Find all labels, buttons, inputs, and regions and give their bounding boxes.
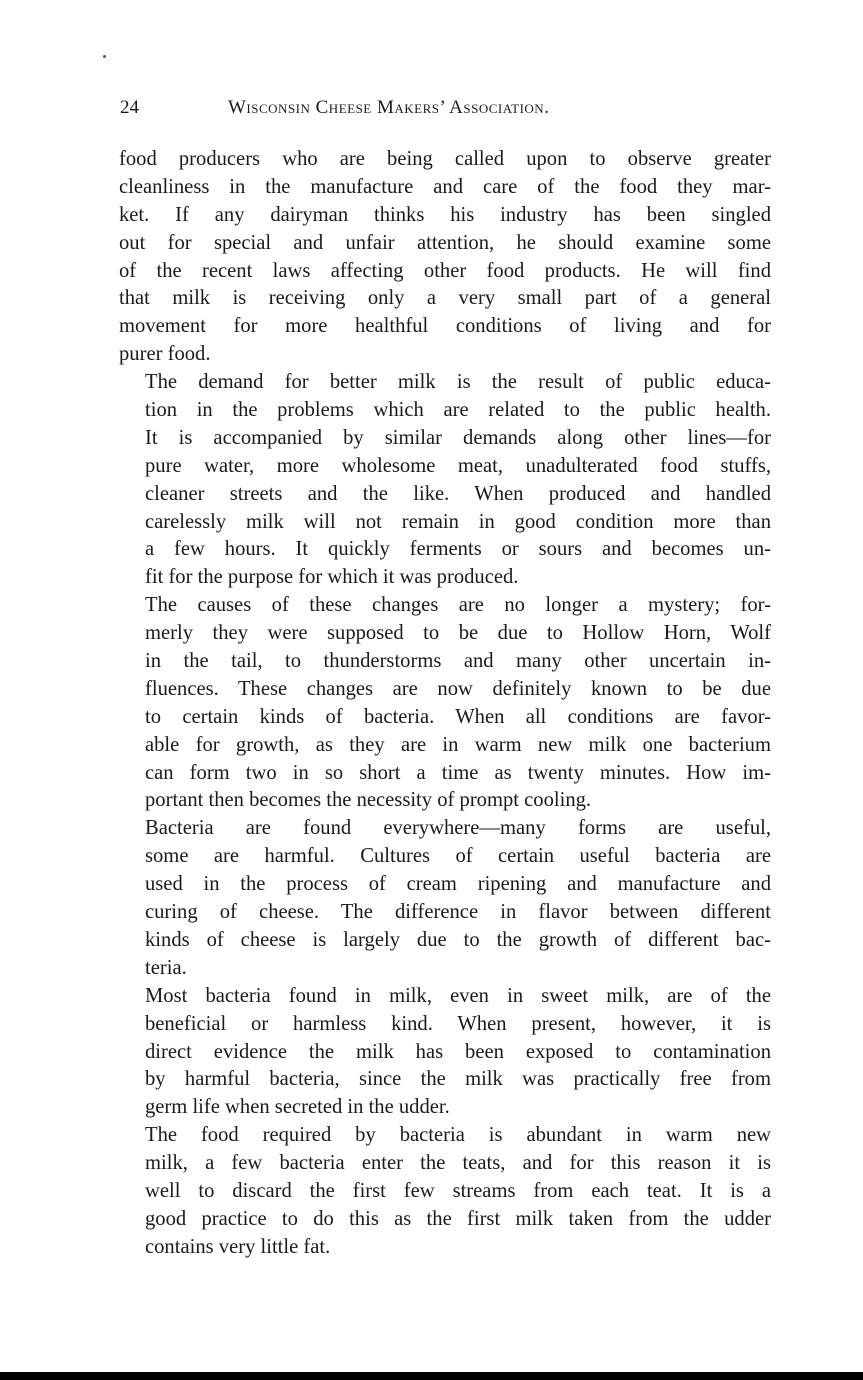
text-line: The causes of these changes are no longer a mystery; for-	[145, 594, 771, 617]
print-speck	[103, 55, 106, 58]
text-line: a few hours. It quickly ferments or sours and becomes un-	[145, 538, 771, 561]
text-line: contains very little fat.	[145, 1235, 331, 1258]
text-line: food producers who are being called upon to observe greater	[119, 148, 771, 170]
text-line: tion in the problems which are related to the public health.	[145, 399, 771, 422]
text-line: can form two in so short a time as twenty minutes. How im-	[145, 761, 771, 784]
text-line: cleaner streets and the like. When produced and handled	[145, 482, 771, 505]
text-line: curing of cheese. The difference in flavor between different	[145, 901, 771, 924]
text-line: movement for more healthful conditions of living and for	[119, 315, 771, 338]
text-line: ket. If any dairyman thinks his industry has been singled	[119, 203, 771, 226]
text-line: portant then becomes the necessity of prompt cooling.	[145, 789, 592, 812]
paragraph	[119, 369, 771, 592]
text-line: It is accompanied by similar demands along other lines—for	[145, 426, 771, 449]
text-line: kinds of cheese is largely due to the growth of different bac-	[145, 928, 771, 951]
text-line: The food required by bacteria is abundant in warm new	[145, 1124, 771, 1147]
text-line: well to discard the first few streams from each teat. It is a	[145, 1179, 771, 1202]
text-line: out for special and unfair attention, he should examine some	[119, 231, 771, 254]
text-line: milk, a few bacteria enter the teats, and for this reason it is	[145, 1152, 771, 1175]
text-line: Bacteria are found everywhere—many forms are useful,	[145, 817, 771, 840]
text-line: The demand for better milk is the result of public educa-	[145, 371, 771, 394]
text-line: cleanliness in the manufacture and care of the food they mar-	[119, 175, 771, 198]
text-line: able for growth, as they are in warm new milk one bacterium	[145, 733, 771, 756]
text-line: germ life when secreted in the udder.	[145, 1096, 450, 1119]
paragraph	[119, 815, 771, 982]
text-line: used in the process of cream ripening and manufacture and	[145, 873, 771, 896]
paragraph	[119, 1122, 771, 1261]
text-line: fluences. These changes are now definitely known to be due	[145, 677, 771, 700]
text-line: direct evidence the milk has been exposed to contamination	[145, 1040, 771, 1063]
text-line: by harmful bacteria, since the milk was practically free from	[145, 1068, 771, 1091]
paragraph	[119, 983, 771, 1122]
paragraph	[119, 146, 771, 369]
text-line: pure water, more wholesome meat, unadulterated food stuffs,	[145, 454, 771, 477]
body-text	[119, 146, 771, 1262]
text-line: some are harmful. Cultures of certain useful bacteria are	[145, 845, 771, 868]
text-line: teria.	[145, 956, 187, 979]
text-line: Most bacteria found in milk, even in sweet milk, are of the	[145, 984, 771, 1007]
text-line: good practice to do this as the first milk taken from the udder	[145, 1207, 771, 1230]
bottom-border	[0, 1372, 863, 1380]
page-number: 24	[120, 97, 139, 118]
page-header	[120, 93, 680, 123]
text-line: to certain kinds of bacteria. When all conditions are favor-	[145, 705, 771, 728]
text-line: carelessly milk will not remain in good condition more than	[145, 510, 771, 533]
text-line: of the recent laws affecting other food products. He will find	[119, 259, 771, 282]
paragraph	[119, 592, 771, 815]
text-line: beneficial or harmless kind. When present, however, it is	[145, 1012, 771, 1035]
text-line: fit for the purpose for which it was produced.	[145, 566, 519, 589]
text-line: purer food.	[119, 343, 211, 366]
text-line: that milk is receiving only a very small part of a general	[119, 287, 771, 310]
text-line: merly they were supposed to be due to Hollow Horn, Wolf	[145, 622, 771, 645]
text-line: in the tail, to thunderstorms and many other uncertain in-	[145, 650, 771, 673]
running-title: Wisconsin Cheese Makers’ Association.	[228, 97, 550, 118]
